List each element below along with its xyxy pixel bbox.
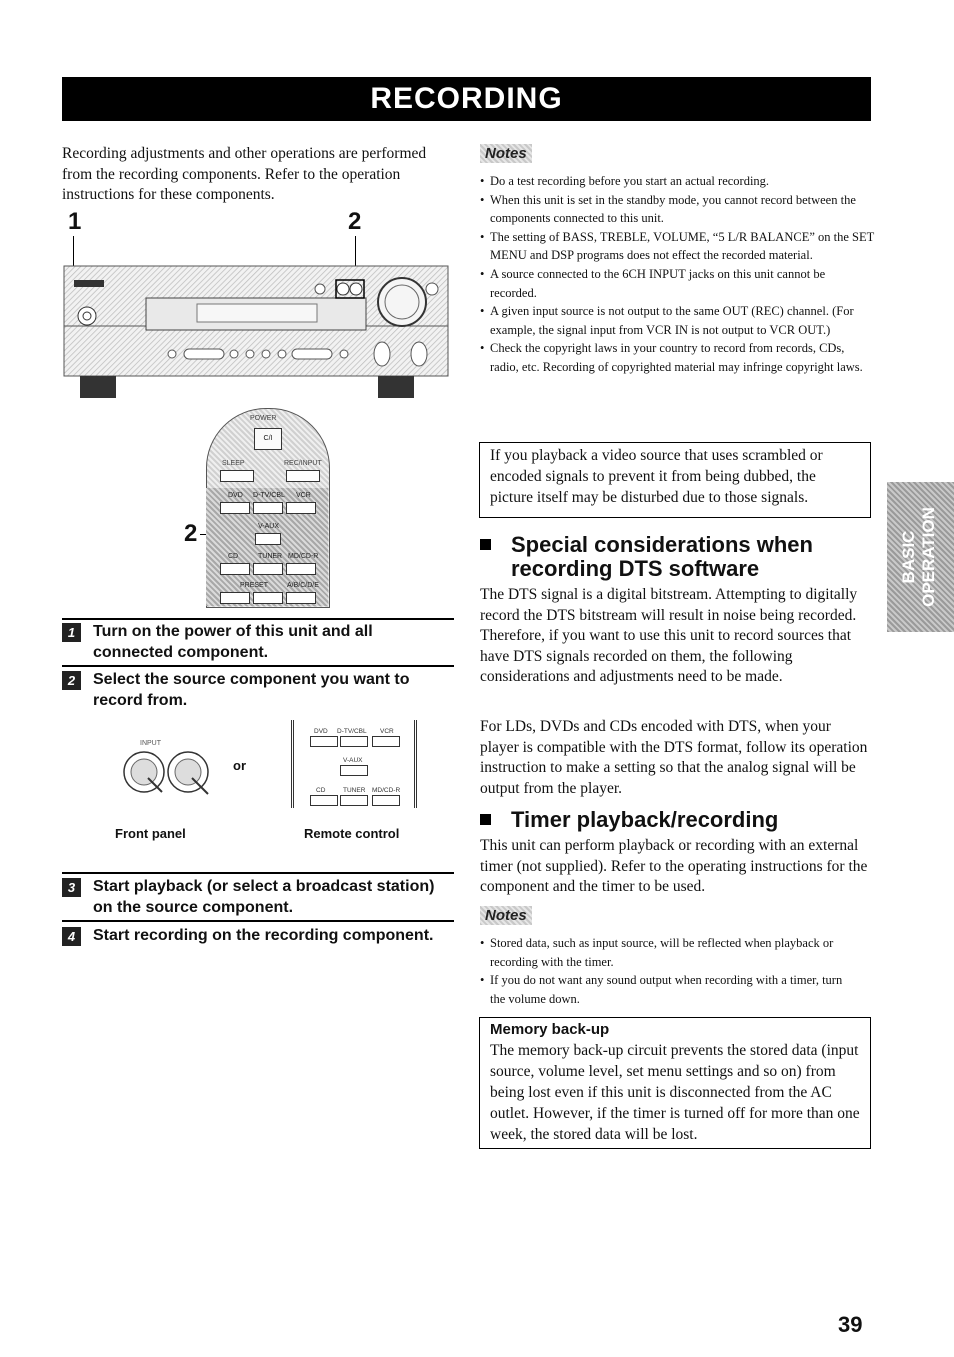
remote-key-vaux: V-AUX — [258, 523, 280, 530]
remote-key-dtv: D-TV/CBL — [253, 492, 285, 499]
detail-vaux-label: V-AUX — [343, 757, 363, 764]
note-item: • A given input source is not output to the same OUT (REC) channel. (For example, the signal input from VCR IN is not output to VCR OUT.) — [480, 302, 875, 339]
section-bullet-icon — [480, 814, 491, 825]
note-item: • When this unit is set in the standby mode, you cannot record between the components connected to this unit. — [480, 191, 875, 228]
remote-key-sleep: SLEEP — [222, 460, 245, 467]
step-4 — [62, 925, 454, 949]
memory-backup-text: The memory back-up circuit prevents the stored data (input source, volume level, set menu settings and so on) from being lost even if this unit is disconnected from the AC outlet. However, if the timer is turned off for more than one week, the stored data will be lost. — [490, 1042, 860, 1143]
dts-paragraph-1: The DTS signal is a digital bitstream. Attempting to digitally record the DTS bitstream will result in noise being recorded. Therefore, if you want to use this unit to record sources that have DTS signals recorded on them, the following considerations and adjustments need to be made. — [480, 586, 858, 686]
step-3-number-icon: 3 — [62, 878, 81, 897]
section-dts-title: Special considerations when recording DTS software — [511, 532, 813, 581]
remote-key-tuner: TUNER — [258, 553, 283, 560]
remote-figure-label-2: 2 — [184, 520, 198, 547]
receiver-front-illustration — [62, 262, 452, 402]
timer-paragraph: This unit can perform playback or recording with an external timer (not supplied). Refer to the operating instructions for the component and the timer to be used. — [480, 837, 868, 896]
intro-paragraph: Recording adjustments and other operations are performed from the recording components. Refer to the operation instructions for these components. — [62, 145, 427, 203]
side-tab-basic-operation — [887, 482, 954, 632]
note-item: • Check the copyright laws in your country to record from records, CDs, radio, etc. Recording of copyrighted material may infringe copyright laws. — [480, 339, 875, 376]
front-panel-caption: Front panel — [115, 826, 186, 841]
detail-dtv-label: D-TV/CBL — [337, 728, 367, 735]
remote-key-abcde: A/B/C/D/E — [287, 582, 319, 589]
step-2-number-icon: 2 — [62, 671, 81, 690]
notes-badge-1: Notes — [480, 145, 532, 163]
detail-md-label: MD/CD-R — [372, 787, 401, 794]
step-4-number-icon: 4 — [62, 927, 81, 946]
remote-key-cd: CD — [228, 553, 239, 560]
page-number: 39 — [838, 1312, 863, 1337]
remote-control-caption: Remote control — [304, 826, 400, 841]
scrambled-signal-box — [479, 442, 871, 518]
figure-label-2: 2 — [348, 208, 362, 235]
detail-vcr-label: VCR — [380, 728, 394, 735]
remote-key-on-off: C/I — [254, 428, 282, 450]
section-timer-title: Timer playback/recording — [511, 807, 779, 832]
section-bullet-icon — [480, 539, 491, 550]
remote-key-rec-input: REC/INPUT — [284, 460, 322, 467]
step-1-number-icon: 1 — [62, 623, 81, 642]
input-knobs-illustration — [118, 748, 218, 800]
remote-key-power: POWER — [250, 415, 277, 422]
notes-badge-2: Notes — [480, 907, 532, 925]
scrambled-signal-text: If you playback a video source that uses scrambled or encoded signals to prevent it from being dubbed, the picture itself may be disturbed due to those signals. — [490, 447, 823, 506]
step-2 — [62, 669, 454, 713]
side-tab-line-2: OPERATION — [919, 507, 938, 607]
note-item: • Stored data, such as input source, will be reflected when playback or recording with the timer. — [480, 934, 860, 971]
remote-key-preset: PRESET — [240, 582, 269, 589]
note-item: • A source connected to the 6CH INPUT jacks on this unit cannot be recorded. — [480, 265, 875, 302]
remote-key-md: MD/CD-R — [288, 553, 319, 560]
dts-paragraph-2: For LDs, DVDs and CDs encoded with DTS, when your player is compatible with the DTS format, follow its operation instruction to make a setting so that the analog signal will be output from the player. — [480, 718, 868, 797]
step-3-text: Start playback (or select a broadcast station) on the source component. — [93, 878, 435, 916]
figure-label-1: 1 — [68, 208, 82, 235]
detail-tuner-label: TUNER — [343, 787, 366, 794]
notes-list-2 — [480, 934, 860, 1008]
memory-backup-box — [479, 1017, 871, 1149]
input-label: INPUT — [140, 740, 161, 747]
step-1-text: Turn on the power of this unit and all connected component. — [93, 623, 373, 661]
notes-list-1 — [480, 172, 875, 377]
or-label: or — [233, 758, 246, 773]
remote-key-vcr: VCR — [296, 492, 311, 499]
detail-cd-label: CD — [316, 787, 326, 794]
note-item: • Do a test recording before you start an actual recording. — [480, 172, 875, 191]
page-title: RECORDING — [370, 82, 563, 115]
note-item: • The setting of BASS, TREBLE, VOLUME, “5 L/R BALANCE” on the SET MENU and DSP programs does not effect the recorded material. — [480, 228, 875, 265]
side-tab-line-1: BASIC — [899, 530, 918, 584]
note-item: • If you do not want any sound output when recording with a timer, turn the volume down. — [480, 971, 860, 1008]
step-2-text: Select the source component you want to record from. — [93, 671, 410, 709]
section-timer — [480, 808, 870, 834]
detail-dvd-label: DVD — [314, 728, 328, 735]
remote-key-dvd: DVD — [228, 492, 243, 499]
memory-backup-title: Memory back-up — [490, 1021, 610, 1038]
page-title-banner — [62, 77, 871, 121]
step-4-text: Start recording on the recording component. — [93, 927, 434, 944]
step-3 — [62, 876, 454, 920]
step-1 — [62, 621, 454, 665]
section-dts — [480, 533, 870, 583]
